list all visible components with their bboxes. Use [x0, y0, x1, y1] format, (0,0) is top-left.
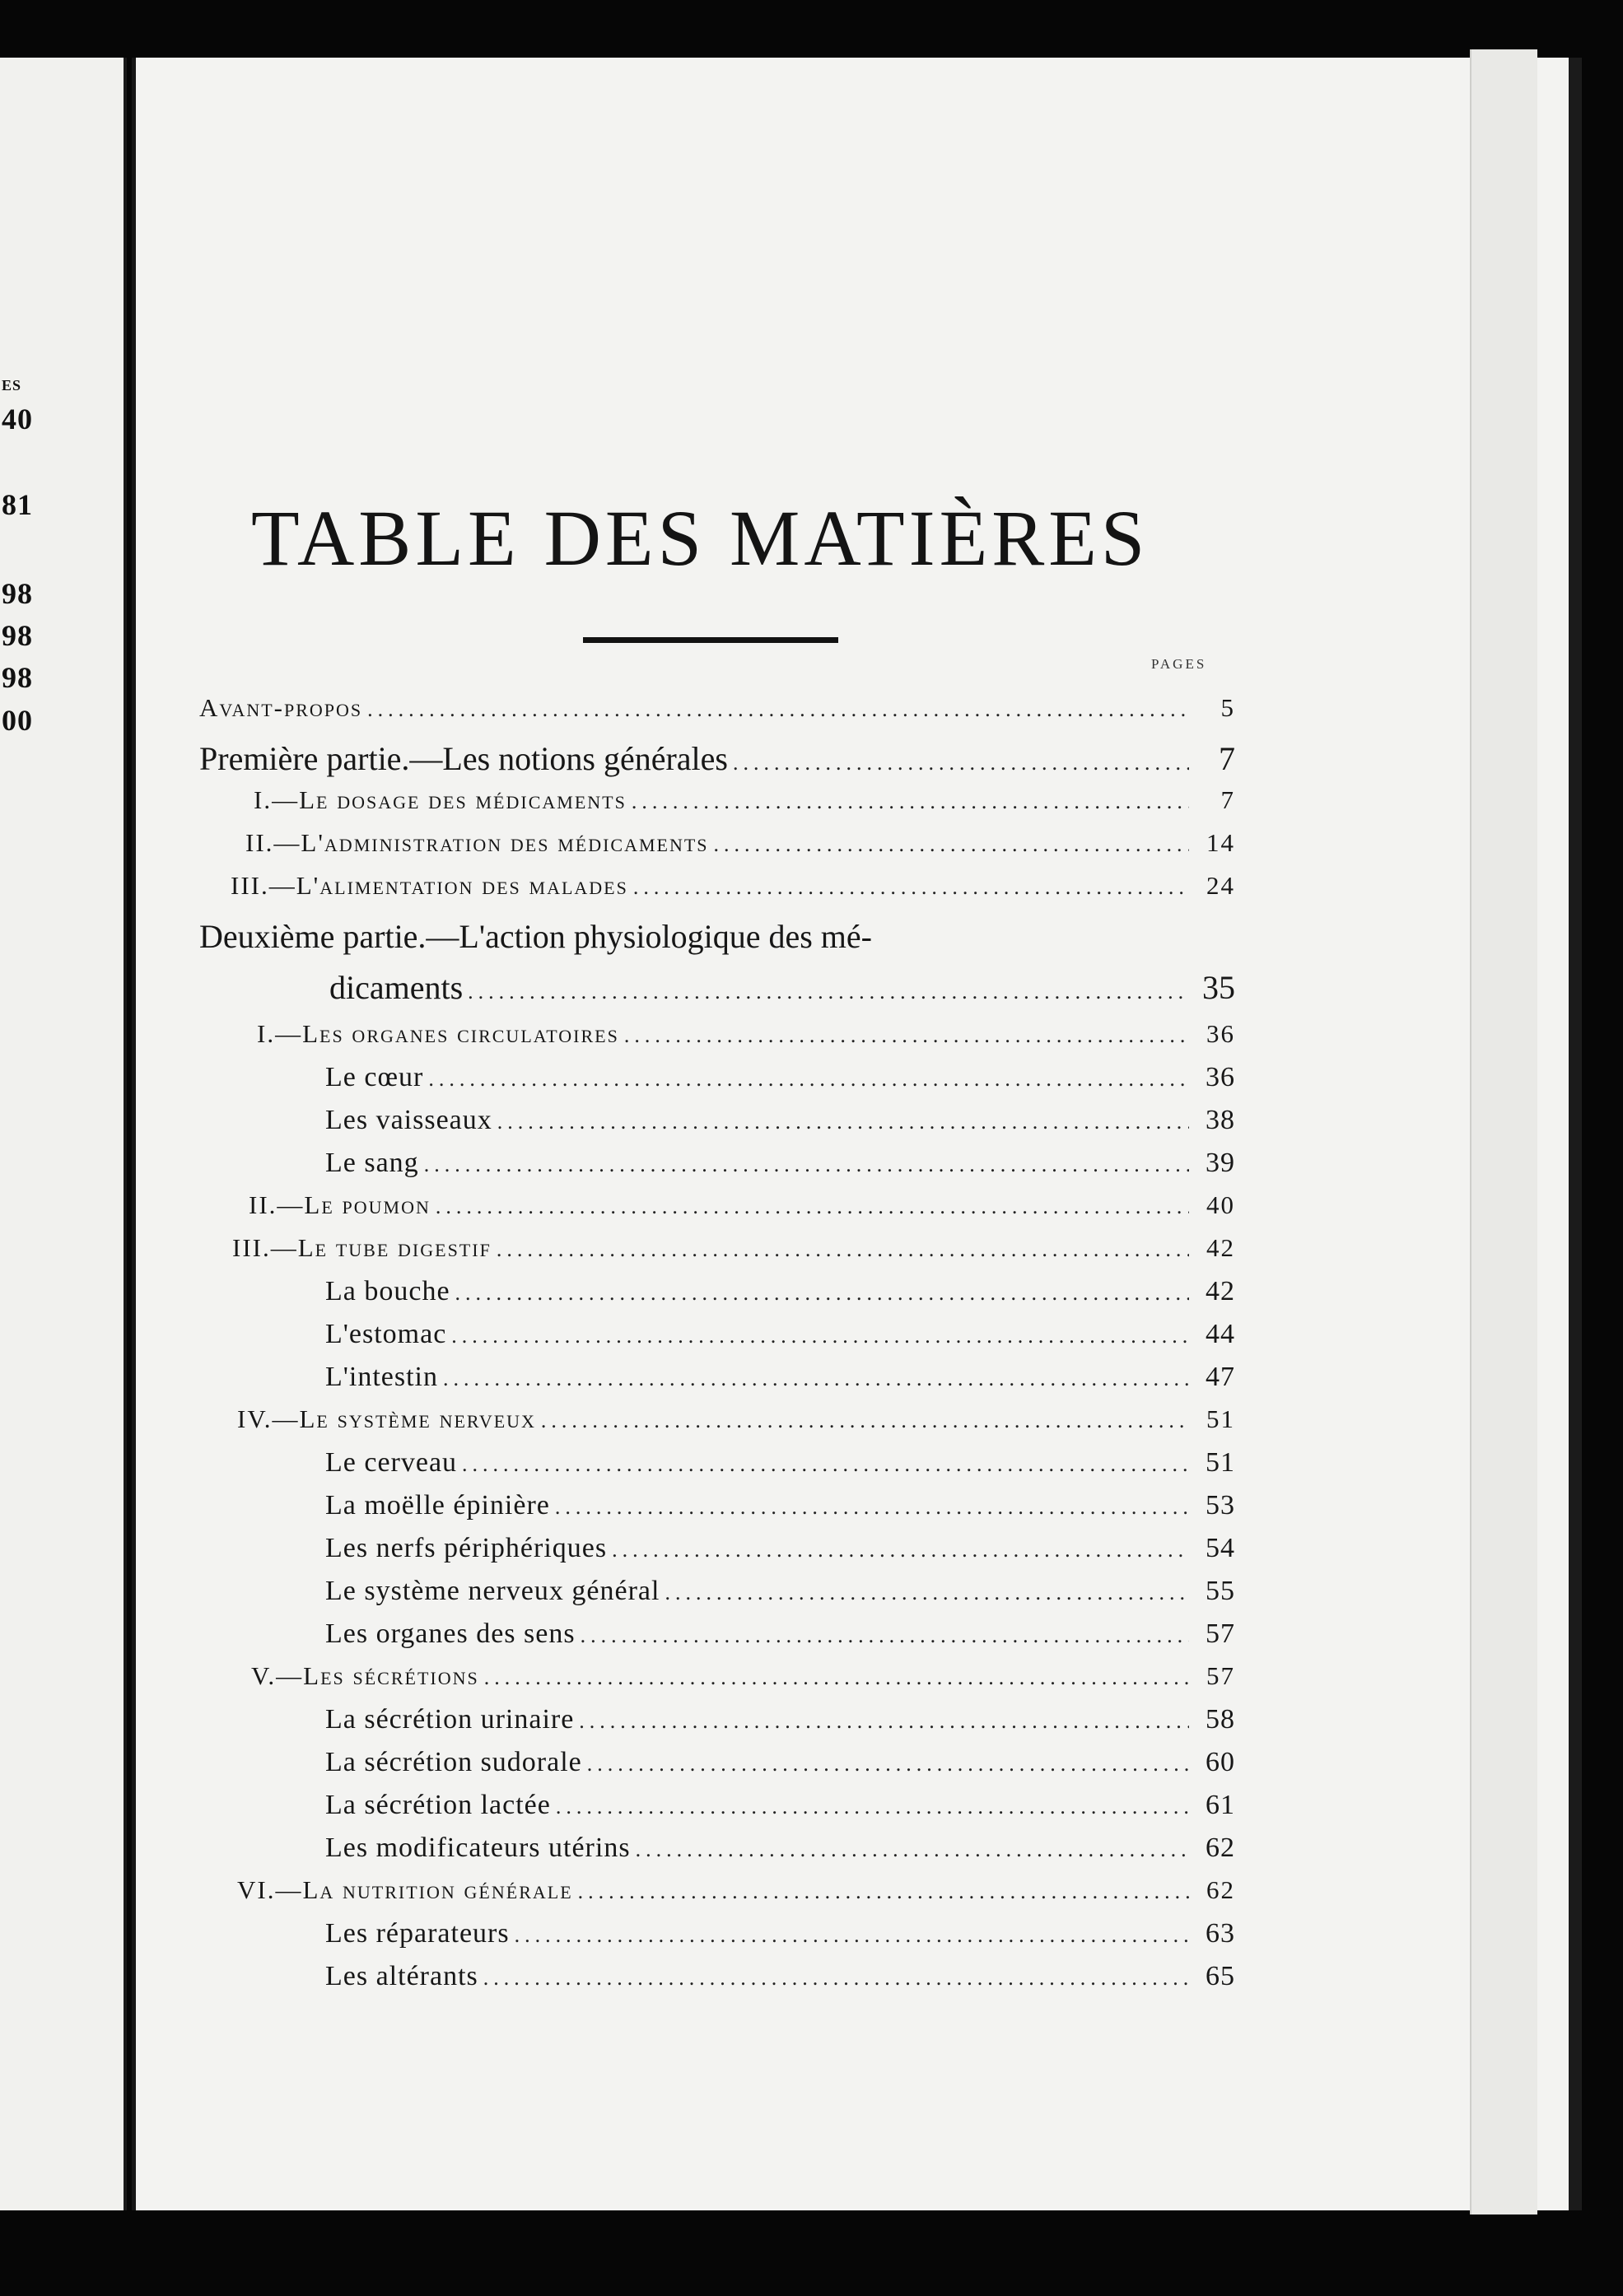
toc-entry-label: Le système nerveux général — [325, 1576, 660, 1606]
toc-entry-label: Le sang — [325, 1148, 419, 1178]
toc-entry-label: III.—Le tube digestif — [232, 1233, 492, 1262]
toc-entry-page: 42 — [1206, 1276, 1235, 1306]
toc-entry-label: Les altérants — [325, 1961, 478, 1991]
toc-entry-page: 24 — [1206, 871, 1235, 900]
dot-leader — [714, 832, 1189, 857]
toc-entry-label: Les nerfs périphériques — [325, 1533, 608, 1563]
dot-leader — [541, 1409, 1189, 1433]
toc-section — [325, 1833, 1235, 1875]
toc-chapter — [257, 1019, 1235, 1062]
left-fragment-number: 98 — [2, 619, 33, 652]
toc-entry-label: I.—Les organes circulatoires — [257, 1019, 619, 1048]
page-title: TABLE DES MATIÈRES — [251, 494, 1150, 582]
toc-entry-label: II.—Le poumon — [249, 1190, 431, 1219]
toc-entry-label: L'estomac — [325, 1319, 447, 1349]
toc-entry-page: 36 — [1206, 1019, 1235, 1048]
toc-section — [325, 1961, 1235, 2004]
toc-chapter — [232, 1233, 1235, 1276]
left-fragment-number: 98 — [2, 577, 33, 610]
toc-entry-page: 39 — [1206, 1148, 1235, 1178]
dot-leader — [443, 1367, 1189, 1391]
toc-entry-label: dicaments — [329, 969, 464, 1006]
dot-leader — [455, 1281, 1189, 1306]
toc-entry-label: V.—Les sécrétions — [251, 1661, 479, 1690]
dot-leader — [468, 980, 1189, 1004]
left-page-fragment — [0, 58, 127, 2210]
page-edge — [1470, 49, 1537, 2214]
dot-leader — [424, 1153, 1189, 1177]
toc-entry-label: Première partie.—Les notions générales — [199, 740, 728, 777]
toc-entry-label: Le cerveau — [325, 1447, 458, 1478]
toc-entry-page: 58 — [1206, 1704, 1235, 1735]
pages-column-header: PAGES — [1151, 656, 1207, 672]
toc-entry-page: 62 — [1206, 1875, 1235, 1904]
dot-leader — [497, 1110, 1189, 1134]
toc-section — [325, 1447, 1235, 1490]
toc-entry-label: La moëlle épinière — [325, 1490, 550, 1521]
toc-entry-page: 53 — [1206, 1490, 1235, 1521]
toc-entry-page: 47 — [1206, 1362, 1235, 1392]
toc-section — [325, 1276, 1235, 1319]
dot-leader — [367, 697, 1189, 722]
page-edge-shadow — [1569, 58, 1582, 2210]
toc-chapter — [231, 871, 1235, 914]
toc-entry-page: 54 — [1206, 1533, 1235, 1563]
toc-section — [325, 1490, 1235, 1533]
toc-chapter — [237, 1875, 1235, 1918]
toc-entry-page: 40 — [1206, 1190, 1235, 1219]
dot-leader — [636, 1837, 1189, 1862]
dot-leader — [484, 1665, 1189, 1690]
toc-entry-page: 61 — [1206, 1790, 1235, 1820]
dot-leader — [587, 1752, 1189, 1777]
toc-entry-page: 65 — [1206, 1961, 1235, 1991]
toc-entry-page: 51 — [1206, 1447, 1235, 1478]
toc-entry-page: 7 — [1219, 740, 1235, 777]
dot-leader — [578, 1879, 1189, 1904]
toc-entry-page: 44 — [1206, 1319, 1235, 1349]
toc-entry — [199, 693, 1235, 736]
dot-leader — [579, 1709, 1189, 1734]
dot-leader — [436, 1195, 1189, 1219]
dot-leader — [556, 1795, 1189, 1819]
toc-entry-label: III.—L'alimentation des malades — [231, 871, 628, 900]
toc-entry-label: La sécrétion sudorale — [325, 1747, 582, 1777]
dot-leader — [633, 875, 1189, 900]
toc-entry-page: 36 — [1206, 1062, 1235, 1092]
toc-entry-label: L'intestin — [325, 1362, 439, 1392]
toc-entry-label: Les modificateurs utérins — [325, 1833, 631, 1863]
toc-entry-label: Le cœur — [325, 1062, 424, 1092]
toc-entry-label: IV.—Le système nerveux — [237, 1404, 536, 1433]
toc-chapter — [251, 1661, 1235, 1704]
dot-leader — [632, 789, 1189, 814]
toc-part-heading — [199, 917, 1235, 960]
dot-leader — [451, 1324, 1189, 1348]
toc-entry-page: 35 — [1202, 969, 1235, 1006]
toc-part-heading — [199, 739, 1235, 782]
toc-entry-label: Les organes des sens — [325, 1618, 576, 1649]
toc-entry-label: Les réparateurs — [325, 1918, 510, 1949]
dot-leader — [428, 1067, 1189, 1092]
toc-section — [325, 1533, 1235, 1576]
dot-leader — [581, 1623, 1189, 1648]
toc-section — [325, 1362, 1235, 1404]
toc-section — [325, 1618, 1235, 1661]
toc-entry-label: Avant-propos — [199, 693, 363, 722]
toc-entry-label: I.—Le dosage des médicaments — [254, 785, 627, 814]
left-fragment-number: 81 — [2, 488, 33, 521]
toc-entry-page: 51 — [1206, 1404, 1235, 1433]
toc-entry-page: 62 — [1206, 1833, 1235, 1863]
toc-entry-page: 42 — [1206, 1233, 1235, 1262]
dot-leader — [624, 1023, 1189, 1048]
toc-section — [325, 1105, 1235, 1148]
toc-section — [325, 1704, 1235, 1747]
toc-section — [325, 1062, 1235, 1105]
left-fragment-header: ES — [2, 377, 22, 394]
toc-entry-page: 60 — [1206, 1747, 1235, 1777]
toc-entry-label: VI.—La nutrition générale — [237, 1875, 573, 1904]
toc-entry-page: 57 — [1206, 1618, 1235, 1649]
toc-section — [325, 1747, 1235, 1790]
toc-entry-page: 57 — [1206, 1661, 1235, 1690]
toc-entry-page: 14 — [1206, 828, 1235, 857]
toc-chapter — [245, 828, 1235, 871]
dot-leader — [497, 1237, 1189, 1262]
title-rule — [583, 637, 838, 643]
toc-entry-page: 55 — [1206, 1576, 1235, 1606]
toc-chapter — [254, 785, 1235, 828]
dot-leader — [483, 1966, 1189, 1991]
dot-leader — [462, 1452, 1189, 1477]
left-fragment-number: 40 — [2, 403, 33, 435]
toc-section — [325, 1319, 1235, 1362]
toc-entry-label: Les vaisseaux — [325, 1105, 492, 1135]
toc-section — [325, 1576, 1235, 1618]
toc-entry-page: 38 — [1206, 1105, 1235, 1135]
toc-entry-label: La bouche — [325, 1276, 450, 1306]
toc-chapter — [249, 1190, 1235, 1233]
dot-leader — [665, 1581, 1189, 1605]
toc-chapter — [237, 1404, 1235, 1447]
dot-leader — [515, 1923, 1189, 1948]
toc-entry-label: II.—L'administration des médicaments — [245, 828, 709, 857]
toc-entry-page: 5 — [1220, 693, 1235, 722]
left-fragment-number: 98 — [2, 661, 33, 694]
toc-entry-label: La sécrétion lactée — [325, 1790, 551, 1820]
dot-leader — [612, 1538, 1189, 1562]
toc-section — [325, 1918, 1235, 1961]
toc-part-heading-continued — [329, 968, 1235, 1011]
toc-entry-page: 7 — [1220, 785, 1235, 814]
toc-entry-page: 63 — [1206, 1918, 1235, 1949]
toc-entry-label: Deuxième partie.—L'action physiologique des mé- — [199, 918, 872, 955]
dot-leader — [733, 751, 1189, 775]
left-fragment-number: 00 — [2, 704, 33, 737]
toc-entry-label: La sécrétion urinaire — [325, 1704, 575, 1735]
toc-section — [325, 1148, 1235, 1190]
toc-section — [325, 1790, 1235, 1833]
dot-leader — [555, 1495, 1189, 1520]
